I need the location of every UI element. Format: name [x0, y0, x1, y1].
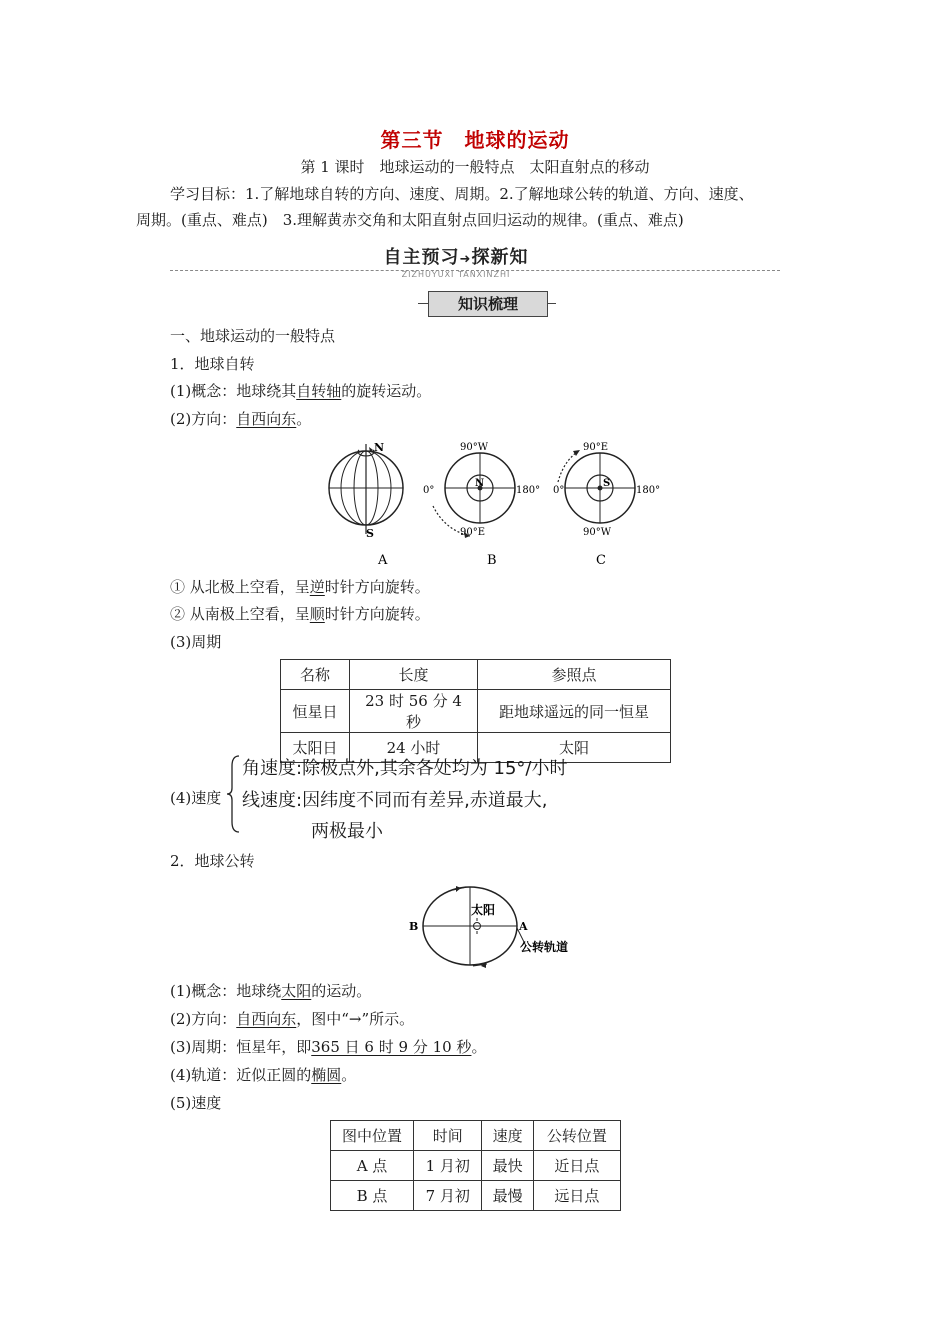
globe-b-bottom-label: 90°E	[460, 527, 486, 538]
table-row	[281, 690, 671, 733]
globe-c	[553, 442, 660, 568]
orbit-label: 公转轨道	[520, 940, 569, 954]
table-cell: 1 月初	[414, 1151, 482, 1181]
banner-subtitle: ZIZHUYUXI TANXINZHI	[401, 270, 511, 279]
revolution-concept: (1)概念：地球绕太阳的运动。	[170, 982, 372, 1000]
banner-label2: 探新知	[471, 247, 529, 268]
table-header-row	[281, 660, 671, 690]
table-cell: A 点	[331, 1151, 414, 1181]
table-header: 公转位置	[533, 1121, 620, 1151]
table-header-row	[331, 1121, 621, 1151]
revolution-direction: (2)方向：自西向东，图中“→”所示。	[170, 1010, 415, 1028]
banner-label: 自主预习	[383, 247, 460, 268]
globe-b-center-label: N	[475, 478, 485, 489]
table-cell: 7 月初	[414, 1181, 482, 1211]
globe-b-top-label: 90°W	[460, 442, 489, 453]
table-header: 时间	[414, 1121, 482, 1151]
rotation-period-table	[280, 659, 671, 763]
globe-b-left-label: 0°	[423, 485, 435, 496]
brace-icon	[226, 754, 242, 834]
table-cell: 23 时 56 分 4 秒	[350, 690, 478, 733]
revolution-period: (3)周期：恒星年，即365 日 6 时 9 分 10 秒。	[170, 1038, 487, 1056]
item-rotation: 1．地球自转	[170, 355, 255, 373]
rotation-period-label: (3)周期	[170, 633, 222, 651]
revolution-speed-table	[330, 1120, 621, 1211]
rotation-diagram	[320, 438, 680, 573]
rotation-direction: (2)方向：自西向东。	[170, 410, 312, 428]
table-cell: 最快	[482, 1151, 533, 1181]
sun-label: 太阳	[471, 903, 496, 917]
orbit-diagram	[405, 878, 580, 973]
table-header: 参照点	[478, 660, 671, 690]
figure-caption-c: C	[596, 553, 606, 568]
section-tag: 知识梳理	[428, 291, 548, 317]
table-row	[331, 1151, 621, 1181]
globe-b-right-label: 180°	[516, 485, 541, 496]
globe-a	[329, 441, 403, 568]
rotation-note-north: ① 从北极上空看，呈逆时针方向旋转。	[170, 578, 430, 596]
table-header: 长度	[350, 660, 478, 690]
figure-caption-b: B	[487, 553, 497, 568]
globe-b	[423, 442, 540, 568]
linear-speed-text-cont: 两极最小	[311, 821, 383, 842]
banner-title	[375, 243, 537, 269]
table-cell: 近日点	[533, 1151, 620, 1181]
section-banner	[170, 243, 780, 283]
rotation-speed-label: (4)速度	[170, 789, 222, 807]
table-header: 速度	[482, 1121, 533, 1151]
table-row	[331, 1181, 621, 1211]
table-cell: 距地球遥远的同一恒星	[478, 690, 671, 733]
revolution-speed-label: (5)速度	[170, 1094, 222, 1112]
section-heading: 一、地球运动的一般特点	[170, 327, 336, 345]
table-cell: 远日点	[533, 1181, 620, 1211]
page-title: 第三节 地球的运动	[380, 128, 570, 152]
table-cell: 24 小时	[350, 733, 478, 763]
linear-speed-text: 线速度:因纬度不同而有差异,赤道最大,	[242, 790, 548, 811]
table-cell: 最慢	[482, 1181, 533, 1211]
point-a-label: A	[519, 920, 528, 933]
rotation-concept: (1)概念：地球绕其自转轴的旋转运动。	[170, 382, 432, 400]
table-cell: 恒星日	[281, 690, 350, 733]
globe-a-s-label: S	[366, 527, 374, 540]
globe-c-top-label: 90°E	[583, 442, 609, 453]
globe-a-n-label: N	[374, 441, 385, 454]
figure-caption-a: A	[378, 553, 388, 568]
tag-line-left	[418, 303, 428, 304]
table-cell: 太阳	[478, 733, 671, 763]
point-b-label: B	[409, 920, 419, 933]
globe-c-left-label: 0°	[553, 485, 565, 496]
page-subtitle: 第 1 课时 地球运动的一般特点 太阳直射点的移动	[300, 158, 650, 176]
rotation-note-south: ② 从南极上空看，呈顺时针方向旋转。	[170, 605, 430, 623]
banner-arrow-icon: ➜	[459, 252, 472, 267]
table-cell: 太阳日	[281, 733, 350, 763]
learning-objectives-line2: 周期。(重点、难点) 3.理解黄赤交角和太阳直射点回归运动的规律。(重点、难点)	[136, 211, 684, 229]
angular-speed-text: 角速度:除极点外,其余各处均为 15°/小时	[242, 758, 568, 779]
globe-c-right-label: 180°	[636, 485, 661, 496]
globe-c-center-label: S	[603, 478, 611, 489]
globe-c-bottom-label: 90°W	[583, 527, 612, 538]
table-header: 图中位置	[331, 1121, 414, 1151]
learning-objectives-line1: 学习目标：1.了解地球自转的方向、速度、周期。2.了解地球公转的轨道、方向、速度、	[170, 185, 754, 203]
table-cell: B 点	[331, 1181, 414, 1211]
table-header: 名称	[281, 660, 350, 690]
item-revolution: 2．地球公转	[170, 852, 255, 870]
revolution-orbit: (4)轨道：近似正圆的椭圆。	[170, 1066, 357, 1084]
